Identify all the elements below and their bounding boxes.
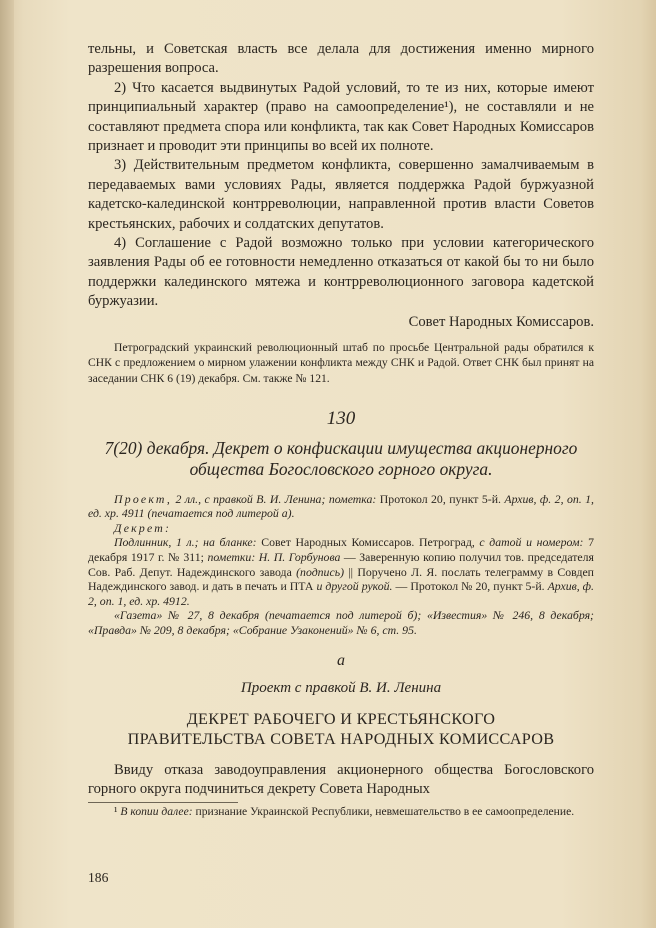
decree-heading <box>88 709 594 749</box>
document-title: 7(20) декабря. Декрет о конфискации имущества акционерного общества Богословского горного округа. <box>104 437 578 479</box>
footnote-divider <box>88 802 238 803</box>
signature: Совет Народных Комиссаров. <box>408 313 594 330</box>
page-number: 186 <box>88 870 109 885</box>
paragraph-continuation: тельны, и Советская власть все делала для достижения именно мирного разрешения вопроса. <box>88 41 594 77</box>
document-number: 130 <box>326 407 356 429</box>
page-content <box>88 40 594 819</box>
source-publications: «Газета» № 27, 8 декабря (печатается под литерой б); «Известия» № 246, 8 декабря; «Правда» № 209, 8 декабря; «Собрание Узаконений» № 6, ст. 95. <box>88 608 594 638</box>
section-letter: а <box>337 651 345 669</box>
section-subtitle: Проект с правкой В. И. Ленина <box>240 679 442 696</box>
decree-heading-line-1: ДЕКРЕТ РАБОЧЕГО И КРЕСТЬЯНСКОГО <box>186 709 496 728</box>
editorial-note: Петроградский украинский революционный штаб по просьбе Центральной рады обратился к СНК с предложением о мирном улажении конфликта между СНК и Радой. Ответ СНК был принят на заседании СНК 6 (19) декабря. См. также № 121. <box>88 341 594 385</box>
source-draft-label: Проект, <box>114 491 173 506</box>
footnote: ¹ В копии далее: признание Украинской Республики, невмешательство в ее самоопределение. <box>114 805 575 819</box>
source-draft: Проект, 2 лл., с правкой В. И. Ленина; пометка: Протокол 20, пункт 5-й. Архив, ф. 2, оп. 1, ед. хр. 4911 (печатается под литерой а). <box>88 491 594 521</box>
decree-heading-line-2: ПРАВИТЕЛЬСТВА СОВЕТА НАРОДНЫХ КОМИССАРОВ <box>127 729 555 748</box>
book-spine-shadow <box>0 0 14 928</box>
decree-text: Ввиду отказа заводоуправления акционерного общества Богословского горного округа подчиниться декрету Совета Народных <box>88 761 594 798</box>
paragraph-point-3: 3) Действительным предметом конфликта, совершенно замалчиваемым в передаваемых вами условиях Рады, является поддержка Радой буржуазной кадетско-калединской контрреволюции, направленной против власти Советов крестьянских, рабочих и солдатских депутатов. <box>88 157 594 232</box>
source-notes <box>88 492 594 638</box>
source-decree-label: Декрет: <box>114 520 172 535</box>
source-original: Подлинник, 1 л.; на бланке: Совет Народных Комиссаров. Петроград, с датой и номером: 7 декабря 1917 г. № 311; пометки: Н. П. Горбунова — Заверенную копию получил тов. председателя Сов. Раб. Депут. Надеждинского завода (подпись) || Поручено Л. Я. послать телеграмму в Совдеп Надеждинского завод. и дать в печать и ПТА и другой рукой. — Протокол № 20, пункт 5-й. Архив, ф. 2, оп. 1, ед. хр. 4912. <box>88 535 595 608</box>
paragraph-point-2: 2) Что касается выдвинутых Радой условий, то те из них, которые имеют принципиальный характер (право на самоопределение¹), не составляли и не составляют предмета спора или конфликта, так как Совет Народных Комиссаров признает и проводит эти принципы во всей их полноте. <box>88 79 594 155</box>
paragraph-point-4: 4) Соглашение с Радой возможно только при условии категорического заявления Рады об ее готовности немедленно отказаться от какой бы то ни было поддержки калединского мятежа и контрреволюционного заговора кадетской буржуазии. <box>88 235 594 310</box>
